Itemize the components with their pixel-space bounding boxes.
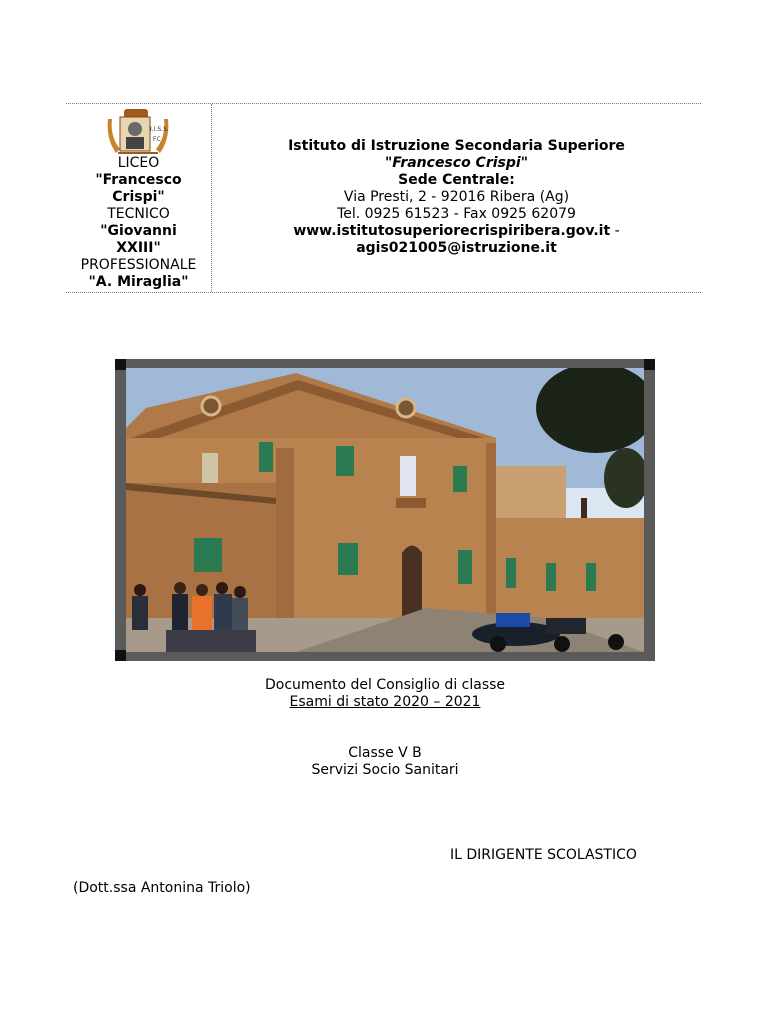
svg-text:FC: FC <box>153 136 161 143</box>
document-exam-session: Esami di stato 2020 – 2021 <box>289 694 481 710</box>
frame-corner <box>644 359 655 370</box>
class-name: Classe V B <box>348 745 422 761</box>
letterhead <box>66 103 701 293</box>
school-liceo-name-2: Crispi" <box>112 189 165 205</box>
frame-corner <box>115 650 126 661</box>
school-liceo-name-1: "Francesco <box>95 172 182 188</box>
class-course: Servizi Socio Sanitari <box>311 762 459 778</box>
school-tecnico-label: TECNICO <box>107 206 170 222</box>
building-illustration <box>126 368 644 652</box>
signature-name: (Dott.ssa Antonina Triolo) <box>73 880 251 896</box>
school-tecnico-name-2: XXIII" <box>116 240 161 256</box>
institute-name: "Francesco Crispi" <box>385 155 528 171</box>
document-title: Documento del Consiglio di classe <box>264 677 506 693</box>
institute-address: Via Presti, 2 - 92016 Ribera (Ag) <box>343 189 570 205</box>
institute-website: www.istitutosuperiorecrispiribera.gov.it - <box>293 223 620 239</box>
school-tecnico-name-1: "Giovanni <box>100 223 177 239</box>
letterhead-school-list <box>66 104 212 292</box>
institute-email: agis021005@istruzione.it <box>356 240 557 256</box>
school-building-photo <box>115 359 655 661</box>
class-block <box>0 745 770 779</box>
institute-phone: Tel. 0925 61523 - Fax 0925 62079 <box>337 206 576 222</box>
frame-corner <box>115 359 126 370</box>
institute-title: Istituto di Istruzione Secondaria Superiore <box>288 138 625 154</box>
school-liceo-label: LICEO <box>117 155 160 171</box>
institute-seat-label: Sede Centrale: <box>398 172 515 188</box>
school-professionale-name: "A. Miraglia" <box>88 274 189 290</box>
signature-role: IL DIRIGENTE SCOLASTICO <box>450 847 637 863</box>
document-title-block <box>0 677 770 711</box>
school-professionale-label: PROFESSIONALE <box>80 257 197 273</box>
school-crest-icon <box>106 107 170 157</box>
svg-text:I.I.S.S.: I.I.S.S. <box>150 126 169 133</box>
letterhead-institute-info <box>212 138 701 257</box>
